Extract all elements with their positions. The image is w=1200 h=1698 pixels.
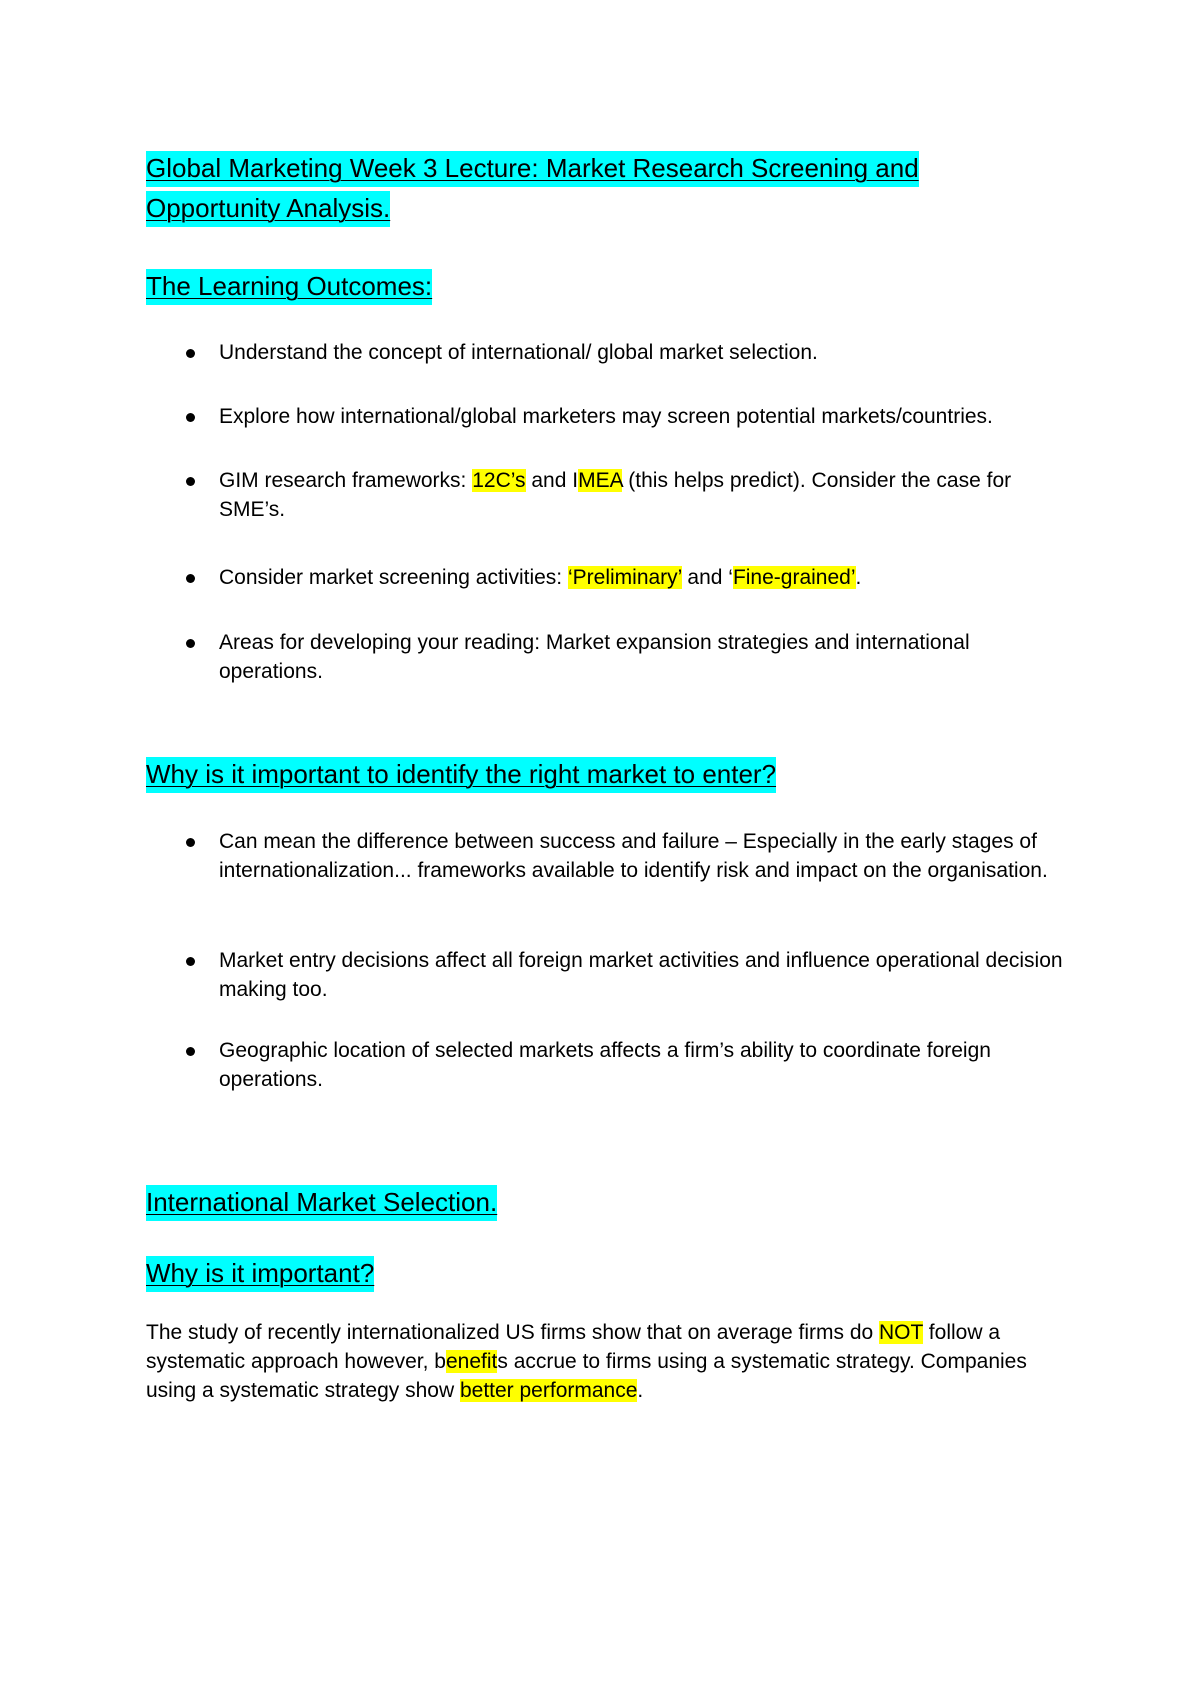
list-item: Market entry decisions affect all foreign market activities and influence operational decision making too. [146, 946, 1076, 1004]
bullet-icon [186, 957, 195, 966]
list-item: Areas for developing your reading: Market expansion strategies and international operations. [146, 628, 1076, 686]
list-item: Consider market screening activities: ‘Preliminary’ and ‘Fine-grained’. [146, 563, 1076, 592]
list-item: Can mean the difference between success and failure – Especially in the early stages of internationalization... frameworks available to identify risk and impact on the organisation. [146, 827, 1076, 885]
bullet-icon [186, 639, 195, 648]
page-title [146, 148, 1046, 228]
list-item: GIM research frameworks: 12C’s and IMEA (this helps predict). Consider the case for SME’s. [146, 466, 1076, 524]
highlight-benefit: enefit [446, 1350, 498, 1373]
bullet-icon [186, 574, 195, 583]
why-enter-heading: Why is it important to identify the right market to enter? [146, 754, 776, 794]
why-important-heading: Why is it important? [146, 1253, 374, 1293]
market-selection-heading: International Market Selection. [146, 1182, 497, 1222]
bullet-icon [186, 838, 195, 847]
learning-outcomes-heading: The Learning Outcomes: [146, 266, 432, 306]
highlight-not: NOT [879, 1321, 923, 1344]
body-paragraph: The study of recently internationalized US firms show that on average firms do NOT follow a systematic approach however, benefits accrue to firms using a systematic strategy. Companies using a systematic strategy show better performance. [146, 1321, 1027, 1402]
title-line-2: Opportunity Analysis. [146, 191, 390, 227]
bullet-icon [186, 477, 195, 486]
highlight-12cs: 12C’s [472, 469, 526, 492]
bullet-icon [186, 349, 195, 358]
bullet-icon [186, 413, 195, 422]
list-item: Geographic location of selected markets affects a firm’s ability to coordinate foreign operations. [146, 1036, 1076, 1094]
highlight-better-performance: better performance [459, 1379, 638, 1402]
highlight-preliminary: ‘Preliminary’ [567, 566, 682, 589]
highlight-fine-grained: Fine-grained’ [732, 566, 856, 589]
list-item: Explore how international/global marketers may screen potential markets/countries. [146, 402, 1076, 431]
bullet-icon [186, 1047, 195, 1056]
list-item: Understand the concept of international/ global market selection. [146, 338, 1076, 367]
title-line-1: Global Marketing Week 3 Lecture: Market Research Screening and [146, 151, 919, 187]
highlight-imea: MEA [578, 469, 623, 492]
